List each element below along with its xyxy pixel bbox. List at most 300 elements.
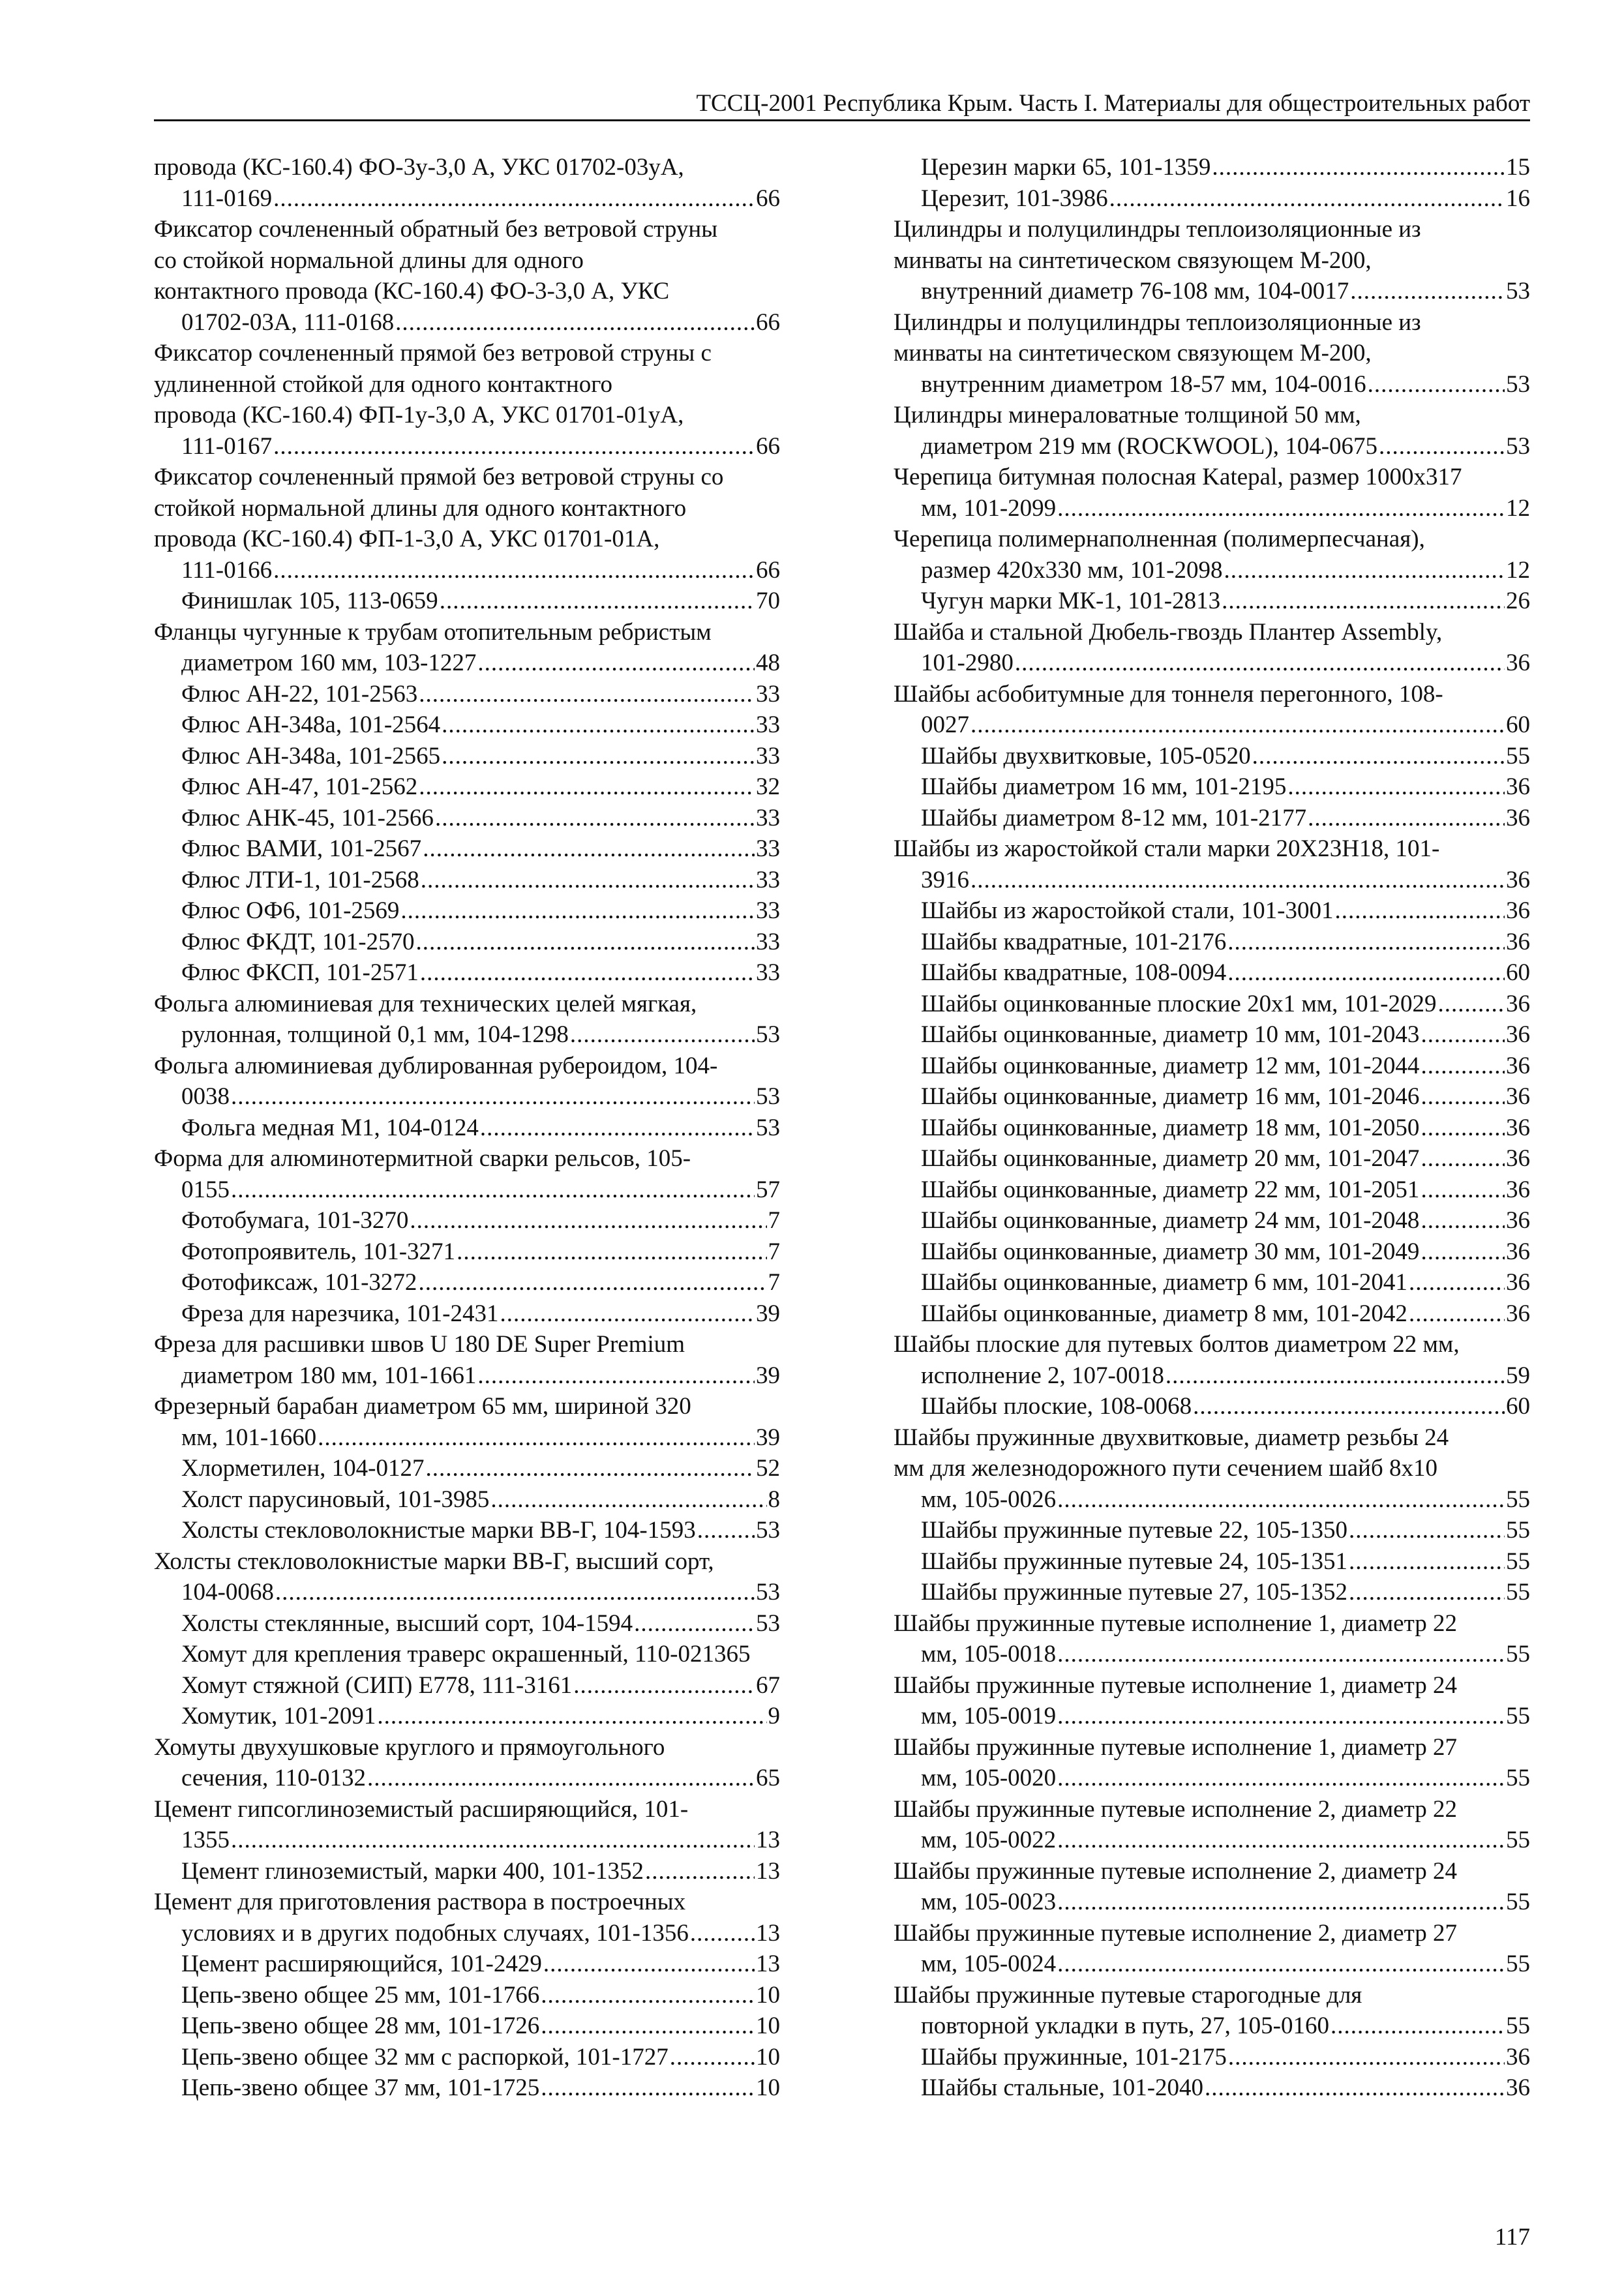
index-entry-text: Холсты стекловолокнистые марки ВВ-Г, 104-1593 [181,1517,696,1544]
index-entry [154,1856,780,1887]
index-entry [154,1794,780,1856]
dot-leader [419,679,755,710]
index-entry-text: Флюс ЛТИ-1, 101-2568 [181,866,419,893]
index-entry-line: Шайбы пружинные двухвитковые, диаметр резьбы 24 [894,1424,1449,1451]
index-entry-text: мм, 101-1660 [181,1424,317,1451]
dot-leader [541,2072,755,2104]
dot-leader [490,1484,766,1516]
index-entry-text: Флюс ФКДТ, 101-2570 [181,928,415,955]
dot-leader [1368,369,1505,400]
index-entry [154,989,780,1051]
index-entry [154,586,780,617]
index-entry-page: 36 [1506,1207,1530,1234]
index-entry [894,524,1530,586]
index-entry-text: Цепь-звено общее 37 мм, 101-1725 [181,2074,540,2101]
index-entry [894,989,1530,1020]
index-entry-page: 33 [756,866,780,893]
index-entry [894,1670,1530,1732]
index-entry [154,1298,780,1330]
dot-leader [273,431,755,462]
running-header: ТССЦ-2001 Республика Крым. Часть I. Материалы для общестроительных работ [696,90,1530,117]
index-entry [154,1732,780,1794]
index-entry-text: Шайбы из жаростойкой стали, 101-3001 [921,897,1334,924]
dot-leader [1193,1391,1505,1422]
index-entry-text: 0038 [181,1083,230,1110]
index-entry [154,2072,780,2104]
index-entry-page: 36 [1506,897,1530,924]
index-entry-text: Шайбы оцинкованные, диаметр 6 мм, 101-2041 [921,1269,1407,1296]
index-entry-line: Хомуты двухушковые круглого и прямоугольного [154,1733,665,1761]
dot-leader [1224,555,1505,586]
index-entry [154,771,780,803]
dot-leader [416,927,755,958]
index-entry [154,1267,780,1298]
index-entry-text: 101-2980 [921,650,1014,676]
index-entry-text: Цепь-звено общее 28 мм, 101-1726 [181,2012,540,2039]
dot-leader [435,803,755,834]
index-entry-text: Шайбы оцинкованные, диаметр 22 мм, 101-2051 [921,1176,1420,1203]
index-entry-page: 7 [768,1238,780,1265]
dot-leader [1379,431,1505,462]
index-entry-page: 55 [1506,1951,1530,1977]
index-entry-line: мм для железнодорожного пути сечением шайб 8х10 [894,1455,1437,1482]
index-entry-text: Флюс ФКСП, 101-2571 [181,959,419,986]
index-entry-page: 13 [756,1919,780,1947]
index-entry-page: 15 [1506,154,1530,181]
index-entry-text: мм, 105-0018 [921,1641,1057,1668]
index-entry [154,152,780,214]
dot-leader [1057,1763,1505,1794]
index-entry-text: исполнение 2, 107-0018 [921,1362,1164,1389]
index-entry-page: 55 [1506,1827,1530,1853]
dot-leader [1252,741,1505,772]
index-entry [894,1236,1530,1268]
dot-leader [1421,1051,1505,1082]
index-entry-text: размер 420х330 мм, 101-2098 [921,556,1223,584]
dot-leader [1015,648,1505,679]
index-entry-text: Шайбы стальные, 101-2040 [921,2074,1204,2101]
dot-leader [500,1298,755,1330]
index-entry-page: 36 [1506,773,1530,800]
index-entry-text: 3916 [921,866,969,893]
index-entry-page: 67 [756,1671,780,1699]
dot-leader [480,1113,755,1144]
index-entry-text: мм, 101-2099 [921,494,1057,522]
index-entry [154,462,780,586]
index-entry-page: 53 [756,1579,780,1606]
index-entry-page: 52 [756,1455,780,1482]
index-entry [894,462,1530,524]
index-entry-text: диаметром 219 мм (ROCKWOOL), 104-0675 [921,432,1378,460]
dot-leader [634,1608,755,1639]
index-entry-page: 32 [756,773,780,800]
dot-leader [275,1577,755,1608]
index-entry [894,1422,1530,1516]
index-entry-page: 55 [1506,1641,1530,1668]
index-entry [894,1794,1530,1856]
index-entry-page: 36 [1506,1083,1530,1110]
dot-leader [419,771,755,803]
dot-leader [1437,989,1505,1020]
index-entry [154,1236,780,1268]
index-entry-text: Флюс АН-348а, 101-2565 [181,742,441,770]
index-entry-text: Фреза для нарезчика, 101-2431 [181,1300,499,1327]
index-entry-text: 111-0169 [181,185,273,212]
index-entry-page: 66 [756,556,780,584]
index-entry-page: 9 [768,1703,780,1729]
index-entry [894,679,1530,741]
index-entry-page: 39 [756,1424,780,1451]
dot-leader [1409,1298,1505,1330]
index-entry-page: 55 [1506,2012,1530,2039]
index-entry-text: Цепь-звено общее 25 мм, 101-1766 [181,1981,540,2009]
dot-leader [1109,183,1505,215]
dot-leader [273,555,755,586]
dot-leader [1335,895,1505,927]
dot-leader [1349,1546,1505,1578]
index-column-right [894,152,1530,2104]
index-entry-line: Цилиндры и полуцилиндры теплоизоляционные из [894,216,1421,243]
dot-leader [400,895,755,927]
index-entry [154,957,780,989]
index-entry [894,957,1530,989]
index-entry-text: Шайбы двухвитковые, 105-0520 [921,742,1251,770]
index-entry-line: Цемент для приготовления раствора в построечных [154,1889,686,1915]
dot-leader [273,183,755,215]
dot-leader [1057,1825,1505,1856]
index-entry-page: 36 [1506,1021,1530,1048]
index-entry-page: 36 [1506,1176,1530,1203]
index-entry-line: Фиксатор сочлененный обратный без ветровой струны [154,216,718,243]
index-entry-text: сечения, 110-0132 [181,1765,366,1791]
dot-leader [440,586,755,617]
index-entry-text: Чугун марки МК-1, 101-2813 [921,588,1221,614]
dot-leader [970,865,1505,896]
dot-leader [1409,1267,1505,1298]
index-entry-page: 70 [756,588,780,614]
index-entry [894,1174,1530,1206]
index-entry-text: мм, 105-0026 [921,1486,1057,1513]
index-entry-text: Шайбы оцинкованные, диаметр 12 мм, 101-2044 [921,1052,1420,1079]
index-entry-text: Фольга медная М1, 104-0124 [181,1114,479,1141]
index-entry-page: 53 [1506,432,1530,460]
index-entry-line: Черепица полимернаполненная (полимерпесчаная), [894,526,1425,552]
index-entry [154,1701,780,1732]
index-entry [154,2011,780,2042]
dot-leader [231,1081,755,1113]
dot-leader [1350,276,1505,307]
index-entry [154,679,780,710]
index-entry-page: 57 [756,1176,780,1203]
dot-leader [1222,586,1505,617]
index-entry-page: 36 [1506,990,1530,1017]
index-entry [154,338,780,462]
index-entry [894,1918,1530,1980]
index-entry [894,803,1530,834]
index-entry-line: Форма для алюминотермитной сварки рельсов, 105- [154,1145,691,1172]
index-entry-text: Шайбы оцинкованные, диаметр 8 мм, 101-2042 [921,1300,1407,1327]
index-entry-text: 111-0166 [181,556,273,584]
index-entry [154,1670,780,1701]
index-entry-text: повторной укладки в путь, 27, 105-0160 [921,2012,1329,2039]
index-entry-line: Шайбы асбобитумные для тоннеля перегонного, 108- [894,680,1443,708]
index-entry-line: Цемент гипсоглиноземистый расширяющийся, 101- [154,1795,689,1823]
index-entry-text: Церезит, 101-3986 [921,185,1108,212]
dot-leader [231,1825,755,1856]
index-entry [154,1484,780,1516]
index-entry-page: 66 [756,185,780,212]
index-entry-page: 55 [1506,742,1530,770]
index-entry-text: рулонная, толщиной 0,1 мм, 104-1298 [181,1021,569,1048]
index-column-left [154,152,780,2104]
dot-leader [1331,2011,1505,2042]
index-entry [894,214,1530,307]
index-entry-line: Шайбы пружинные путевые исполнение 1, диаметр 24 [894,1671,1457,1699]
index-entry-line: минваты на синтетическом связующем М-200, [894,247,1372,274]
index-entry-page: 26 [1506,588,1530,614]
dot-leader [1421,1019,1505,1051]
dot-leader [1421,1113,1505,1144]
index-entry-line: провода (КС-160.4) ФП-1-3,0 А, УКС 01701-01А, [154,526,660,552]
index-entry-page: 65 [756,1765,780,1791]
dot-leader [231,1174,755,1206]
index-entry [894,1143,1530,1174]
dot-leader [442,741,755,772]
index-entry-line: Шайбы плоские для путевых болтов диаметром 22 мм, [894,1331,1460,1358]
index-entry-text: 01702-03А, 111-0168 [181,308,395,336]
index-entry [894,183,1530,215]
index-entry-text: Флюс ОФ6, 101-2569 [181,897,400,924]
index-entry-line: контактного провода (КС-160.4) ФО-3-3,0 А, УКС [154,278,670,305]
index-entry [894,307,1530,400]
index-entry [154,927,780,958]
dot-leader [410,1205,766,1236]
index-entry [894,741,1530,772]
index-entry [154,1515,780,1546]
index-entry-page: 59 [1506,1362,1530,1389]
index-entry-text: Финишлак 105, 113-0659 [181,588,438,614]
index-entry-page: 33 [756,742,780,770]
index-entry-page: 48 [756,650,780,676]
index-entry-page: 36 [1506,804,1530,831]
index-entry-text: Хомутик, 101-2091 [181,1703,376,1729]
index-entry [154,1949,780,1980]
dot-leader [1421,1143,1505,1174]
dot-leader [425,1453,755,1484]
index-entry-page: 10 [756,2012,780,2039]
index-entry [154,1608,780,1639]
index-entry-text: внутренним диаметром 18-57 мм, 104-0016 [921,370,1366,398]
index-entry-line: стойкой нормальной длины для одного контактного [154,494,687,522]
index-entry-page: 33 [756,835,780,862]
index-entry-text: Фотофиксаж, 101-3272 [181,1269,417,1296]
index-entry-text: Шайбы оцинкованные плоские 20х1 мм, 101-2029 [921,990,1437,1017]
dot-leader [367,1763,755,1794]
dot-leader [420,957,755,989]
index-entry-page: 13 [756,1951,780,1977]
index-entry-text: 104-0068 [181,1579,274,1606]
index-entry-text: диаметром 180 мм, 101-1661 [181,1362,477,1389]
index-entry-text: Шайбы диаметром 16 мм, 101-2195 [921,773,1287,800]
index-entry-line: Фольга алюминиевая дублированная рубероидом, 104- [154,1052,718,1079]
index-entry-text: 0155 [181,1176,230,1203]
index-entry-page: 33 [756,928,780,955]
index-entry-line: Фиксатор сочлененный прямой без ветровой струны со [154,464,724,490]
index-entry-text: Шайбы оцинкованные, диаметр 20 мм, 101-2047 [921,1145,1420,1172]
index-entry-text: Цемент глиноземистый, марки 400, 101-1352 [181,1857,644,1885]
index-entry [154,803,780,834]
index-entry-line: Черепица битумная полосная Katepal, размер 1000х317 [894,464,1462,490]
index-entry [154,1980,780,2011]
index-entry-line: Шайбы пружинные путевые исполнение 2, диаметр 24 [894,1857,1457,1885]
index-entry [894,1267,1530,1298]
index-entry-text: Шайбы оцинкованные, диаметр 24 мм, 101-2048 [921,1207,1420,1234]
dot-leader [670,2042,755,2073]
index-entry-page: 55 [1506,1889,1530,1915]
index-entry [894,833,1530,895]
index-entry-line: со стойкой нормальной длины для одного [154,247,584,274]
index-entry [894,895,1530,927]
dot-leader [1349,1577,1505,1608]
index-entry [894,1577,1530,1608]
dot-leader [1057,1701,1505,1732]
index-entry-page: 36 [1506,1052,1530,1079]
index-entry-text: Шайбы оцинкованные, диаметр 16 мм, 101-2046 [921,1083,1420,1110]
index-entry-text: Шайбы оцинкованные, диаметр 10 мм, 101-2043 [921,1021,1420,1048]
index-entry [894,1391,1530,1422]
index-entry-page: 55 [1506,1765,1530,1791]
index-entry-page: 66 [756,432,780,460]
index-entry [894,927,1530,958]
index-entry [894,1980,1530,2042]
index-entry-line: Шайбы пружинные путевые исполнение 1, диаметр 22 [894,1609,1457,1637]
index-entry [154,1329,780,1391]
index-entry [894,617,1530,679]
index-entry-page: 36 [1506,1300,1530,1327]
index-entry-page: 7 [768,1269,780,1296]
dot-leader [541,1980,755,2011]
index-entry-text: Фотобумага, 101-3270 [181,1207,409,1234]
index-entry [894,1019,1530,1051]
index-entry-page: 36 [1506,2074,1530,2101]
index-entry-page: 10 [756,2043,780,2071]
index-entry-page: 36 [1506,866,1530,893]
index-entry-text: Шайбы оцинкованные, диаметр 30 мм, 101-2049 [921,1238,1420,1265]
index-entry-page: 36 [1506,650,1530,676]
index-entry-page: 53 [756,1083,780,1110]
index-entry [894,1515,1530,1546]
index-entry [154,1639,780,1670]
index-entry-page: 66 [756,308,780,336]
dot-leader [1057,1639,1505,1670]
dot-leader [1349,1515,1505,1546]
index-entry [154,2042,780,2073]
index-entry-text: 1355 [181,1827,230,1853]
index-entry-page: 36 [1506,928,1530,955]
index-entry-line: Шайбы пружинные путевые исполнение 2, диаметр 27 [894,1919,1457,1947]
index-entry-text: Холст парусиновый, 101-3985 [181,1486,490,1513]
index-entry-text: 0027 [921,711,969,738]
index-entry-text: 111-0167 [181,432,273,460]
index-entry [894,1732,1530,1794]
index-entry-text: мм, 105-0020 [921,1765,1057,1791]
index-entry-page: 36 [1506,1269,1530,1296]
dot-leader [477,648,755,679]
dot-leader [1227,957,1505,989]
dot-leader [1057,493,1505,524]
index-entry-line: Цилиндры минераловатные толщиной 50 мм, [894,402,1361,428]
index-entry-text: Флюс АНК-45, 101-2566 [181,804,434,831]
index-entry-text: мм, 105-0024 [921,1951,1057,1977]
index-entry-line: Фиксатор сочлененный прямой без ветровой струны с [154,340,712,367]
dot-leader [690,1918,755,1949]
index-entry-text: Флюс ВАМИ, 101-2567 [181,835,422,862]
index-entry-text: Шайбы пружинные путевые 22, 105-1350 [921,1517,1348,1544]
page-number: 117 [1494,2224,1530,2251]
dot-leader [541,2011,755,2042]
dot-leader [477,1360,755,1392]
index-entry [154,1887,780,1949]
index-entry-page: 16 [1506,185,1530,212]
index-entry-text: Шайбы квадратные, 101-2176 [921,928,1227,955]
index-entry [154,741,780,772]
index-entry-page: 8 [768,1486,780,1513]
index-entry-text: Хлорметилен, 104-0127 [181,1455,425,1482]
index-entry-page: 55 [1506,1548,1530,1575]
index-entry-text: Цемент расширяющийся, 101-2429 [181,1951,542,1977]
index-entry-line: Шайбы пружинные путевые старогодные для [894,1981,1362,2009]
index-entry-text: Фотопроявитель, 101-3271 [181,1238,456,1265]
index-entry-text: мм, 105-0019 [921,1703,1057,1729]
index-entry-page: 53 [756,1114,780,1141]
index-entry [894,771,1530,803]
index-entry-text: Флюс АН-22, 101-2563 [181,680,418,708]
index-entry-page: 33 [756,804,780,831]
index-entry-page: 10 [756,2074,780,2101]
index-entry-page: 39 [756,1362,780,1389]
index-entry-page: 53 [756,1021,780,1048]
index-entry-line: Цилиндры и полуцилиндры теплоизоляционные из [894,308,1421,336]
index-entry-line: Фланцы чугунные к трубам отопительным ребристым [154,618,712,646]
index-entry-page: 7 [768,1207,780,1234]
dot-leader [1421,1236,1505,1268]
index-entry-line: Фрезерный барабан диаметром 65 мм, шириной 320 [154,1393,691,1420]
index-entry-line: минваты на синтетическом связующем М-200, [894,340,1372,367]
dot-leader [1228,2042,1505,2073]
index-entry-line: Холсты стекловолокнистые марки ВВ-Г, высший сорт, [154,1548,714,1575]
index-entry [154,895,780,927]
dot-leader [1227,927,1505,958]
index-entry-page: 33 [756,711,780,738]
index-entry [894,1298,1530,1330]
dot-leader [1308,803,1505,834]
index-entry-line: Шайба и стальной Дюбель-гвоздь Плантер Assembly, [894,618,1443,646]
index-entry-text: внутренний диаметр 76-108 мм, 104-0017 [921,278,1349,305]
index-entry [894,1329,1530,1391]
dot-leader [457,1236,766,1268]
index-entry-text: Шайбы плоские, 108-0068 [921,1393,1192,1420]
index-entry-page: 36 [1506,2043,1530,2071]
index-entry [154,1391,780,1453]
index-entry-text: Хомут стяжной (СИП) Е778, 111-3161 [181,1671,573,1699]
index-entry-page: 12 [1506,494,1530,522]
dot-leader [573,1670,755,1701]
index-entry [894,586,1530,617]
index-entry-page: 53 [756,1517,780,1544]
index-entry-line: Фреза для расшивки швов U 180 DE Super Premium [154,1331,685,1358]
index-entry-line: Шайбы пружинные путевые исполнение 1, диаметр 27 [894,1733,1457,1761]
dot-leader [1421,1205,1505,1236]
